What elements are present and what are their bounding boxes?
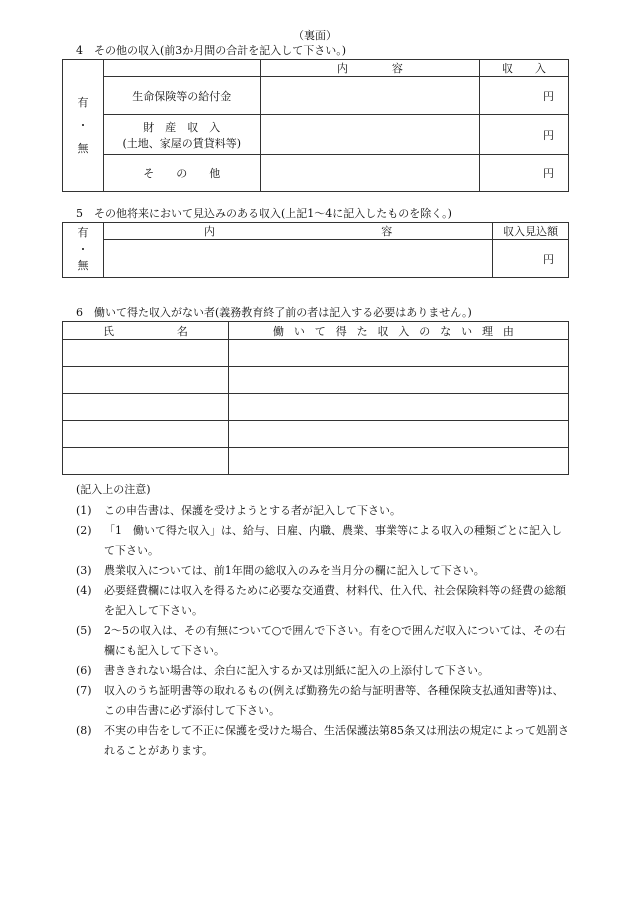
notes-section [76, 481, 571, 761]
row-label: 生命保険等の給付金 [103, 77, 260, 115]
yen-unit: 円 [543, 252, 554, 266]
name-cell[interactable] [63, 421, 229, 448]
note-item: (5) 2～5の収入は、その有無について○で囲んで下さい。有を○で囲んだ収入については、その右欄にも記入して下さい。 [76, 624, 566, 657]
section5-header-expected: 収入見込額 [493, 223, 569, 240]
amount-cell[interactable] [480, 115, 569, 155]
content-cell[interactable] [103, 240, 492, 278]
name-cell[interactable] [63, 340, 229, 367]
row-label: 財 産 収 入 (土地、家屋の賃貸料等) [103, 115, 260, 155]
section6-header-reason: 働いて得た収入のない理由 [228, 322, 568, 340]
content-cell[interactable] [260, 115, 480, 155]
section4-side-label: 有 ・ 無 [63, 60, 104, 192]
yen-unit: 円 [543, 128, 554, 142]
section5-header-content: 内 容 [103, 223, 492, 240]
content-cell[interactable] [260, 155, 480, 192]
section5-row [63, 240, 569, 278]
section4-title: 4 その他の収入(前3か月間の合計を記入して下さい。) [76, 44, 347, 57]
note-item: (8) 不実の申告をして不正に保護を受けた場合、生活保護法第85条又は刑法の規定によって処罰されることがあります。 [76, 724, 569, 757]
section5-table [62, 222, 569, 278]
reason-cell[interactable] [228, 421, 568, 448]
section4-row-property [63, 115, 569, 155]
section4-header-income: 収 入 [480, 60, 569, 77]
section5-title: 5 その他将来において見込みのある収入(上記1～4に記入したものを除く。) [76, 207, 452, 220]
name-cell[interactable] [63, 448, 229, 475]
section4-header-content: 内 容 [260, 60, 480, 77]
section6-row [63, 340, 569, 367]
section6-header-name: 氏 名 [63, 322, 229, 340]
note-item: (3) 農業収入については、前1年間の総収入のみを当月分の欄に記入して下さい。 [76, 564, 485, 577]
section6-row [63, 421, 569, 448]
amount-cell[interactable] [493, 240, 569, 278]
reason-cell[interactable] [228, 394, 568, 421]
yen-unit: 円 [543, 167, 554, 180]
section6-row [63, 394, 569, 421]
section4-header-blank [103, 60, 260, 77]
section4-table [62, 59, 569, 192]
section6-row [63, 448, 569, 475]
note-item: (1) この申告書は、保護を受けようとする者が記入して下さい。 [76, 504, 401, 517]
section4-row-insurance [63, 77, 569, 115]
notes-title: (記入上の注意) [76, 483, 151, 496]
section4-row-other [63, 155, 569, 192]
reason-cell[interactable] [228, 448, 568, 475]
content-cell[interactable] [260, 77, 480, 115]
note-item: (6) 書ききれない場合は、余白に記入するか又は別紙に記入の上添付して下さい。 [76, 664, 489, 677]
amount-cell[interactable] [480, 77, 569, 115]
reason-cell[interactable] [228, 340, 568, 367]
note-item: (2) 「1 働いて得た収入」は、給与、日雇、内職、農業、事業等による収入の種類ごとに記入して下さい。 [76, 524, 562, 557]
yen-unit: 円 [543, 89, 554, 103]
row-label: そ の 他 [103, 155, 260, 192]
name-cell[interactable] [63, 367, 229, 394]
section6-row [63, 367, 569, 394]
name-cell[interactable] [63, 394, 229, 421]
note-item: (4) 必要経費欄には収入を得るために必要な交通費、材料代、仕入代、社会保険料等の経費の総額を記入して下さい。 [76, 584, 566, 617]
amount-cell[interactable] [480, 155, 569, 192]
section6-title: 6 働いて得た収入がない者(義務教育終了前の者は記入する必要はありません。) [76, 306, 472, 319]
section5-side-label: 有 ・ 無 [63, 223, 104, 278]
note-item: (7) 収入のうち証明書等の取れるもの(例えば勤務先の給与証明書等、各種保険支払通知書等)は、この申告書に必ず添付して下さい。 [76, 684, 564, 717]
reason-cell[interactable] [228, 367, 568, 394]
page-heading: （裏面） [293, 29, 337, 42]
section6-table [62, 321, 569, 475]
